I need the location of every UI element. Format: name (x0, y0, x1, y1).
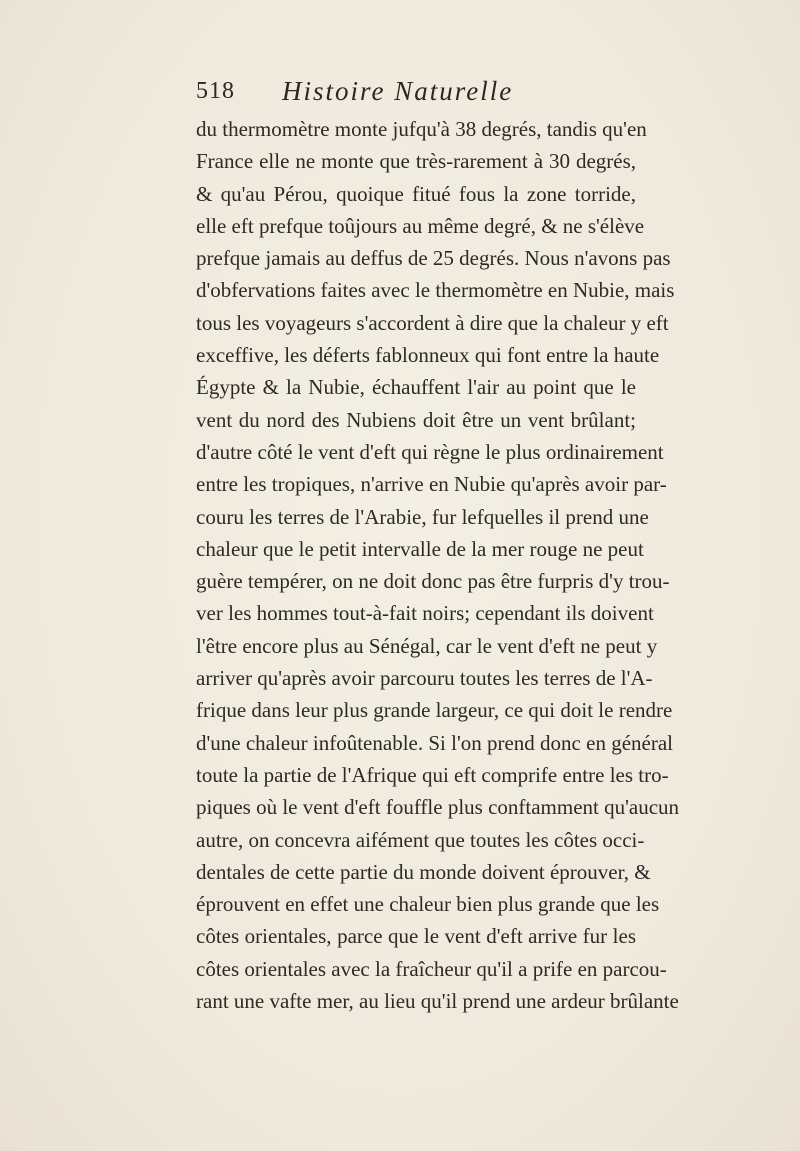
text-line: l'être encore plus au Sénégal, car le vent d'eft ne peut y (196, 633, 658, 658)
text-line: rant une vafte mer, au lieu qu'il prend une ardeur brûlante (196, 989, 679, 1014)
text-line: toute la partie de l'Afrique qui eft comprife entre les tro- (196, 762, 669, 787)
text-line: tous les voyageurs s'accordent à dire que la chaleur y eft (196, 310, 669, 335)
text-line: Égypte & la Nubie, échauffent l'air au point que le (196, 375, 636, 400)
body-text (196, 113, 680, 1017)
running-title: Histoire Naturelle (282, 76, 514, 106)
text-line: arriver qu'après avoir parcouru toutes les terres de l'A- (196, 666, 653, 691)
text-line: dentales de cette partie du monde doivent éprouver, & (196, 859, 651, 884)
text-line: exceffive, les déferts fablonneux qui font entre la haute (196, 343, 660, 368)
text-line: du thermomètre monte jufqu'à 38 degrés, tandis qu'en (196, 117, 647, 141)
text-line: autre, on concevra aifément que toutes les côtes occi- (196, 827, 645, 852)
page-header (196, 78, 636, 112)
text-line: vent du nord des Nubiens doit être un vent brûlant; (196, 407, 636, 432)
text-line: d'obfervations faites avec le thermomètre en Nubie, mais (196, 278, 675, 303)
text-line: éprouvent en effet une chaleur bien plus grande que les (196, 892, 660, 917)
text-line: prefque jamais au deffus de 25 degrés. Nous n'avons pas (196, 246, 671, 271)
text-line: ver les hommes tout-à-fait noirs; cependant ils doivent (196, 601, 654, 626)
text-line: piques où le vent d'eft fouffle plus conftamment qu'aucun (196, 795, 680, 820)
text-line: & qu'au Pérou, quoique fitué fous la zone torride, (196, 181, 636, 206)
text-line: entre les tropiques, n'arrive en Nubie qu'après avoir par- (196, 472, 667, 497)
text-line: d'autre côté le vent d'eft qui règne le plus ordinairement (196, 439, 664, 464)
text-line: guère tempérer, on ne doit donc pas être furpris d'y trou- (196, 569, 670, 594)
text-line: frique dans leur plus grande largeur, ce qui doit le rendre (196, 698, 673, 723)
text-line: couru les terres de l'Arabie, fur lefquelles il prend une (196, 504, 649, 529)
text-line: côtes orientales, parce que le vent d'eft arrive fur les (196, 924, 636, 949)
page-number: 518 (196, 78, 235, 104)
text-line: elle eft prefque toûjours au même degré, & ne s'élève (196, 213, 645, 238)
text-line: France elle ne monte que très-rarement à 30 degrés, (196, 149, 636, 174)
text-line: chaleur que le petit intervalle de la mer rouge ne peut (196, 536, 644, 561)
text-line: côtes orientales avec la fraîcheur qu'il a prife en parcou- (196, 956, 667, 981)
text-line: d'une chaleur infoûtenable. Si l'on prend donc en général (196, 730, 673, 755)
